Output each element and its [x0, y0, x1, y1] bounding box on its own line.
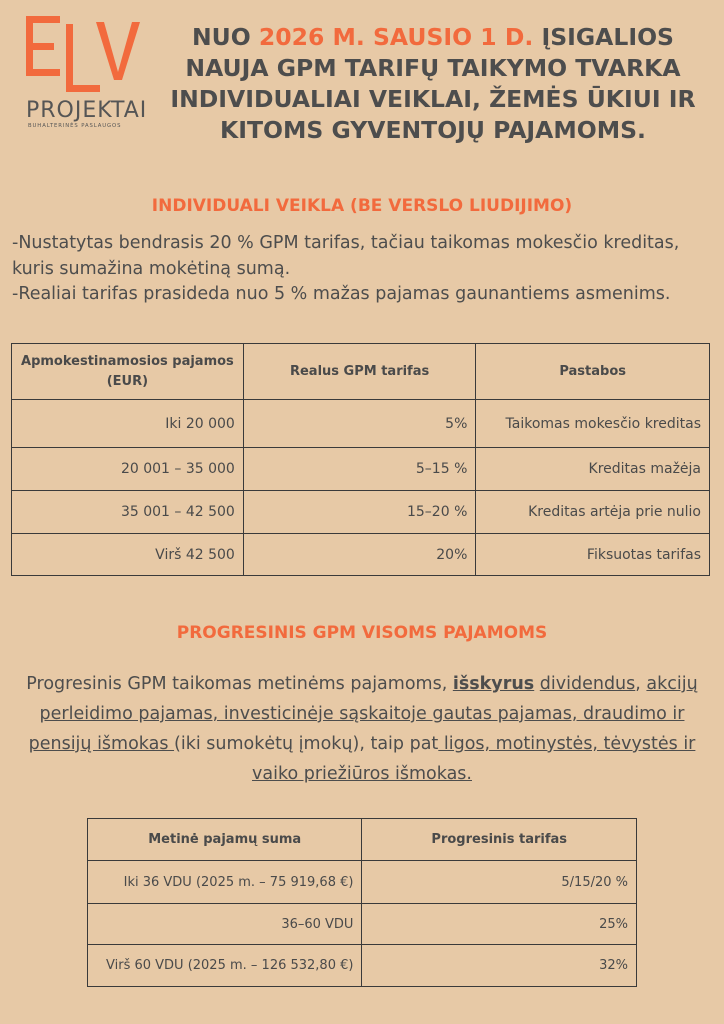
table-row [88, 945, 637, 987]
table-row [12, 491, 710, 534]
table-cell: 5–15 % [243, 448, 476, 491]
section-title-individual: INDIVIDUALI VEIKLA (BE VERSLO LIUDIJIMO) [151, 196, 573, 216]
logo-subtitle: BUHALTERINĖS PASLAUGOS [28, 123, 122, 129]
column-header: Pastabos [476, 344, 710, 400]
logo-wordmark: PROJEKTAI [26, 98, 148, 123]
paragraph-text: , [635, 674, 647, 694]
section-title-progressive: PROGRESINIS GPM VISOMS PAJAMOMS [176, 623, 548, 643]
paragraph-underlined: ligos, motinystės, tėvystės ir vaiko priežiūros išmokas. [252, 734, 696, 784]
table-row [12, 400, 710, 448]
section-2-paragraph [10, 669, 714, 789]
table-cell: 15–20 % [243, 491, 476, 534]
table-cell: 35 001 – 42 500 [12, 491, 244, 534]
table-cell: Iki 20 000 [12, 400, 244, 448]
column-header: Apmokestinamosios pajamos (EUR) [12, 344, 244, 400]
column-header: Metinė pajamų suma [88, 819, 362, 861]
table-row [12, 448, 710, 491]
table-header-row [88, 819, 637, 861]
paragraph-emphasis: išskyrus [452, 674, 535, 694]
section-1-text [12, 231, 712, 308]
column-header: Realus GPM tarifas [243, 344, 476, 400]
title-lead: NUO [192, 23, 259, 51]
table-cell: Virš 42 500 [12, 534, 244, 576]
column-header: Progresinis tarifas [362, 819, 637, 861]
table-header-row [12, 344, 710, 400]
table-row [12, 534, 710, 576]
table-cell: Kreditas artėja prie nulio [476, 491, 710, 534]
table-cell: 32% [362, 945, 637, 987]
table-cell: 20% [243, 534, 476, 576]
paragraph-text: Progresinis GPM taikomas metinėms pajamoms, [26, 674, 453, 694]
paragraph-underlined: dividendus [539, 674, 636, 694]
table-cell: Kreditas mažėja [476, 448, 710, 491]
table-cell: 20 001 – 35 000 [12, 448, 244, 491]
title-rest: ĮSIGALIOS NAUJA GPM TARIFŲ TAIKYMO TVARKA INDIVIDUALIAI VEIKLAI, ŽEMĖS ŪKIUI IR KITOMS GYVENTOJŲ PAJAMOMS. [170, 23, 696, 144]
title-date: 2026 M. SAUSIO 1 D. [258, 23, 534, 51]
section-1-line-1: -Nustatytas bendrasis 20 % GPM tarifas, tačiau taikomas mokesčio kreditas, kuris sumažina mokėtiną sumą. [12, 233, 680, 279]
table-cell: Iki 36 VDU (2025 m. – 75 919,68 €) [88, 861, 362, 904]
table-cell: Fiksuotas tarifas [476, 534, 710, 576]
table-cell: 36–60 VDU [88, 904, 362, 945]
page-title [158, 22, 708, 146]
table-cell: 25% [362, 904, 637, 945]
paragraph-underlined: akcijų perleidimo pajamas, investicinėje sąskaitoje gautas pajamas, draudimo ir pensijų išmokas [28, 674, 698, 754]
table-cell: 5/15/20 % [362, 861, 637, 904]
table-cell: Virš 60 VDU (2025 m. – 126 532,80 €) [88, 945, 362, 987]
table-cell: Taikomas mokesčio kreditas [476, 400, 710, 448]
section-1-line-2: -Realiai tarifas prasideda nuo 5 % mažas pajamas gaunantiems asmenims. [12, 284, 671, 304]
table-row [88, 861, 637, 904]
progressive-tax-table [87, 818, 637, 987]
paragraph-text: (iki sumokėtų įmokų), taip pat [174, 734, 439, 754]
individual-tax-table [11, 343, 710, 576]
table-row [88, 904, 637, 945]
table-cell: 5% [243, 400, 476, 448]
elv-logo-mark [24, 14, 144, 110]
